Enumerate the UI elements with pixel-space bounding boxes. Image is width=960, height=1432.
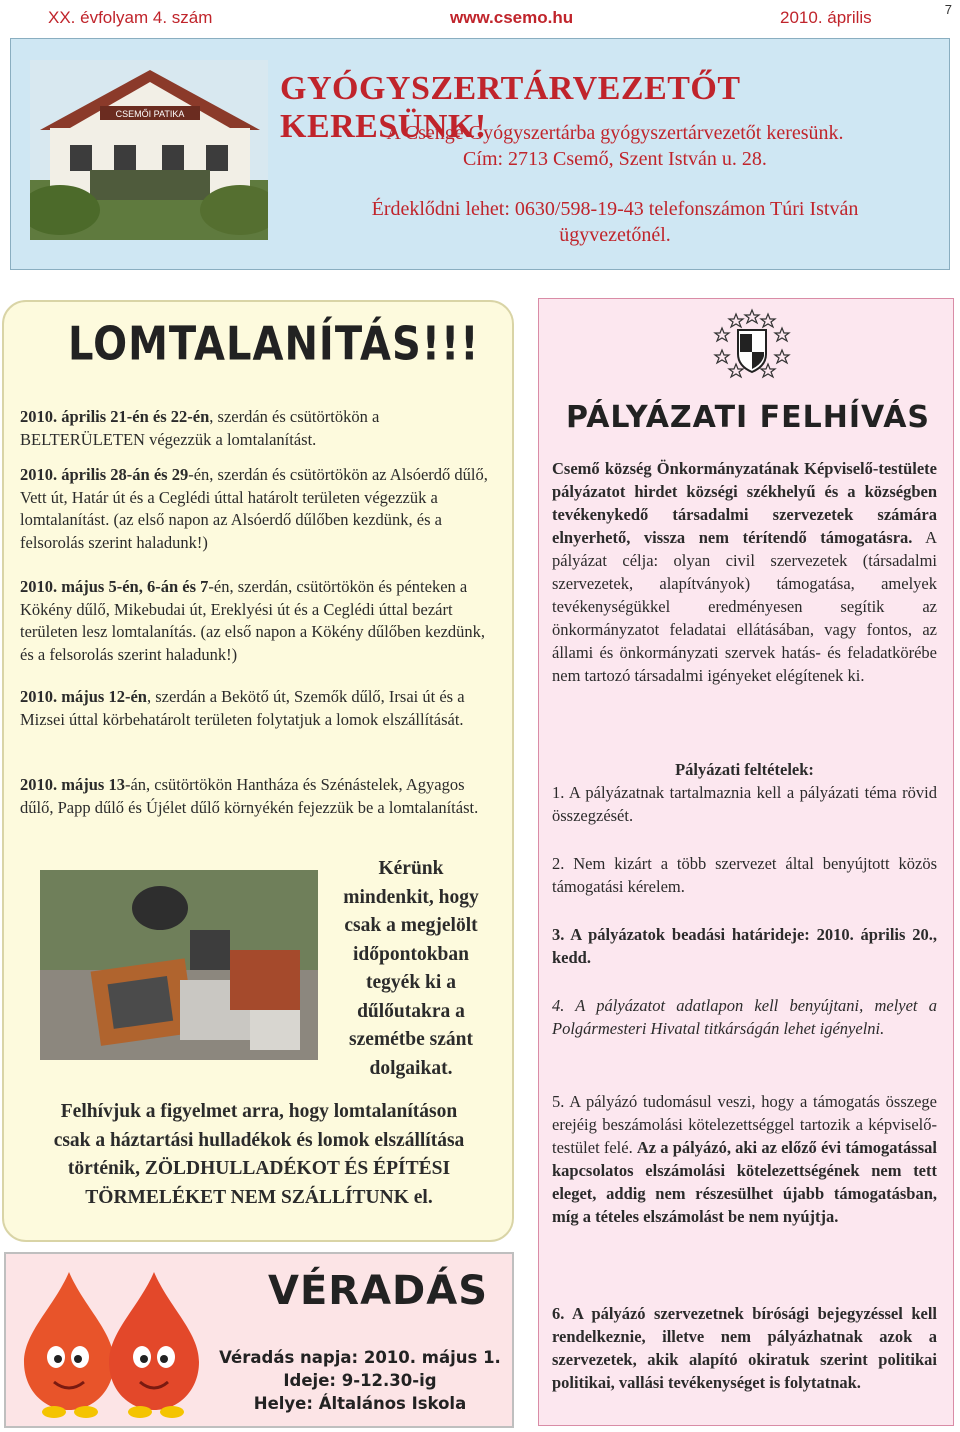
page-number: 7 bbox=[944, 2, 952, 17]
issue-date: 2010. április bbox=[780, 8, 872, 27]
kerunk-line: dolgaikat. bbox=[369, 1057, 453, 1079]
pharmacy-ad-line1: A Csenge Gyógyszertárba gyógyszertárvezetőt keresünk. bbox=[386, 122, 844, 144]
lomtalanitas-p3 bbox=[20, 576, 502, 666]
palyazat-intro-text: A pályázat célja: olyan civil szervezetek (társadalmi szervezetek, alapítványok) támogatása, amelyek tevékenységükkel eredményesen segítik az önkormányzatot feladatai ellátásában, vagy fontos, az állami és önkormányzati szervek hatás- és feladatkörébe nem tartozó társadalmi igényeket elégítenek ki. bbox=[552, 528, 937, 685]
coat-of-arms-icon bbox=[712, 308, 792, 384]
p1-text: , szerdán és csütörtökön a BELTERÜLETEN végezzük a lomtalanítást. bbox=[20, 407, 380, 449]
pharmacy-photo bbox=[30, 60, 268, 240]
issue-label: XX. évfolyam 4. szám bbox=[48, 8, 213, 27]
palyazat-title: PÁLYÁZATI FELHÍVÁS bbox=[565, 400, 931, 435]
lomtalanitas-title: LOMTALANÍTÁS!!! bbox=[68, 318, 480, 371]
kerunk-line: időpontokban bbox=[353, 943, 469, 965]
condition-6: 6. A pályázó szervezetnek bírósági bejegyzéssel kell rendelkeznie, illetve nem pályázhatnak azok a szervezetek, akik alapító okiratuk szerint politikai politikai, vallási tevékenységet is folytatnak. bbox=[552, 1304, 937, 1392]
kerunk-line: dűlőutakra a bbox=[357, 1000, 465, 1022]
felhivas-text bbox=[16, 1098, 502, 1212]
lomtalanitas-p1 bbox=[20, 406, 502, 451]
pharmacy-ad-line4: ügyvezetőnél. bbox=[559, 224, 671, 246]
p2-text: -én, szerdán és csütörtökön az Alsóerdő dűlő, Vett út, Határ út és a Ceglédi úttal határolt területen végezzük a lomtalanítást. (az első napon az Alsóerdő dűlőben kezdünk, és a felsorolás szerint haladunk!) bbox=[20, 465, 488, 552]
condition-3: 3. A pályázatok beadási határideje: 2010. április 20., kedd. bbox=[552, 925, 937, 967]
veradas-date: Véradás napja: 2010. május 1. bbox=[219, 1348, 501, 1367]
p5-text: -án, csütörtökön Hantháza és Szénástelek, Agyagos dűlő, Papp dűlő és Újélet dűlő környékén fejezzük be a lomtalanítást. bbox=[20, 775, 479, 817]
kerunk-line: tegyék ki a bbox=[366, 972, 456, 993]
veradas-place: Helye: Általános Iskola bbox=[253, 1394, 467, 1413]
felhivas-line: történik, ZÖLDHULLADÉKOT ÉS ÉPÍTÉSI bbox=[67, 1158, 451, 1179]
pharmacy-ad-line3: Érdeklődni lehet: 0630/598-19-43 telefonszámon Túri István bbox=[371, 198, 859, 220]
pharmacy-ad-line2: Cím: 2713 Csemő, Szent István u. 28. bbox=[463, 148, 767, 170]
p5-date: 2010. május 13 bbox=[20, 775, 125, 794]
kerunk-line: mindenkit, hogy bbox=[343, 886, 479, 908]
palyazat-intro bbox=[552, 457, 937, 687]
p2-date: 2010. április 28-án és 29 bbox=[20, 465, 189, 484]
p4-text: , szerdán a Bekötő út, Szemők dűlő, Irsai út és a Mizsei úttal körbehatárolt területen folytatjuk a lomok elszállítását. bbox=[20, 687, 465, 729]
felhivas-line: TÖRMELÉKET NEM SZÁLLÍTUNK el. bbox=[85, 1186, 433, 1208]
veradas-title: VÉRADÁS bbox=[268, 1268, 489, 1314]
junk-photo bbox=[40, 870, 318, 1060]
palyazat-intro-bold: Csemő község Önkormányzatának Képviselő-testülete pályázatot hirdet községi székhelyű és a községben tevékenykedő társadalmi szervezetek számára elnyerhető, vissza nem térítendő támogatásra. bbox=[552, 459, 937, 547]
condition-5-bold: Az a pályázó, aki az előző évi támogatással kapcsolatos elszámolási kötelezettségének nem tett eleget, addig nem részesülhet újabb támogatásban, míg a tételes elszámolást be nem nyújtja. bbox=[552, 1138, 937, 1226]
lomtalanitas-p5 bbox=[20, 774, 502, 819]
site-url[interactable]: www.csemo.hu bbox=[450, 8, 574, 27]
condition-2: 2. Nem kizárt a több szervezet által benyújtott közös támogatási kérelem. bbox=[552, 854, 937, 896]
felhivas-line: Felhívjuk a figyelmet arra, hogy lomtalanításon bbox=[60, 1101, 458, 1122]
kerunk-line: szemétbe szánt bbox=[349, 1029, 473, 1050]
veradas-time: Ideje: 9-12.30-ig bbox=[283, 1371, 437, 1390]
condition-4: 4. A pályázatot adatlapon kell benyújtani, melyet a Polgármesteri Hivatal titkárságán lehet igényelni. bbox=[552, 996, 937, 1038]
blood-drop-mascots bbox=[14, 1262, 214, 1422]
kerunk-line: Kérünk bbox=[378, 858, 444, 879]
condition-5-text: 5. A pályázó tudomásul veszi, hogy a támogatás összege erejéig beszámolási kötelezettséggel tartozik a képviselő-testület felé. bbox=[552, 1092, 937, 1157]
kerunk-text bbox=[330, 855, 492, 1083]
kerunk-line: csak a megjelölt bbox=[344, 915, 478, 936]
felhivas-line: csak a háztartási hulladékok és lomok elszállítása bbox=[53, 1129, 465, 1151]
p3-date: 2010. május 5-én, 6-án és 7 bbox=[20, 577, 209, 596]
conditions-heading: Pályázati feltételek: bbox=[675, 760, 814, 779]
pharmacy-sign: CSEMŐI PATIKA bbox=[115, 109, 185, 119]
p3-text: -én, szerdán, csütörtökön és pénteken a Kökény dűlő, Mikebudai út, Ereklyési út és a Ceglédi úttal bezárt területen lesz lomtalanítás. (az első napon a Kökény dűlőben kezdünk, és a felsorolás szerint haladunk!) bbox=[20, 577, 486, 664]
condition-1: 1. A pályázatnak tartalmaznia kell a pályázati téma rövid összegzését. bbox=[552, 783, 937, 825]
p1-date: 2010. április 21-én és 22-én bbox=[20, 407, 210, 426]
condition-5 bbox=[552, 1090, 937, 1228]
lomtalanitas-p4 bbox=[20, 686, 502, 731]
p4-date: 2010. május 12-én bbox=[20, 687, 147, 706]
lomtalanitas-p2 bbox=[20, 464, 502, 554]
pharmacy-ad-title: GYÓGYSZERTÁRVEZETŐT KERESÜNK! bbox=[280, 70, 740, 145]
